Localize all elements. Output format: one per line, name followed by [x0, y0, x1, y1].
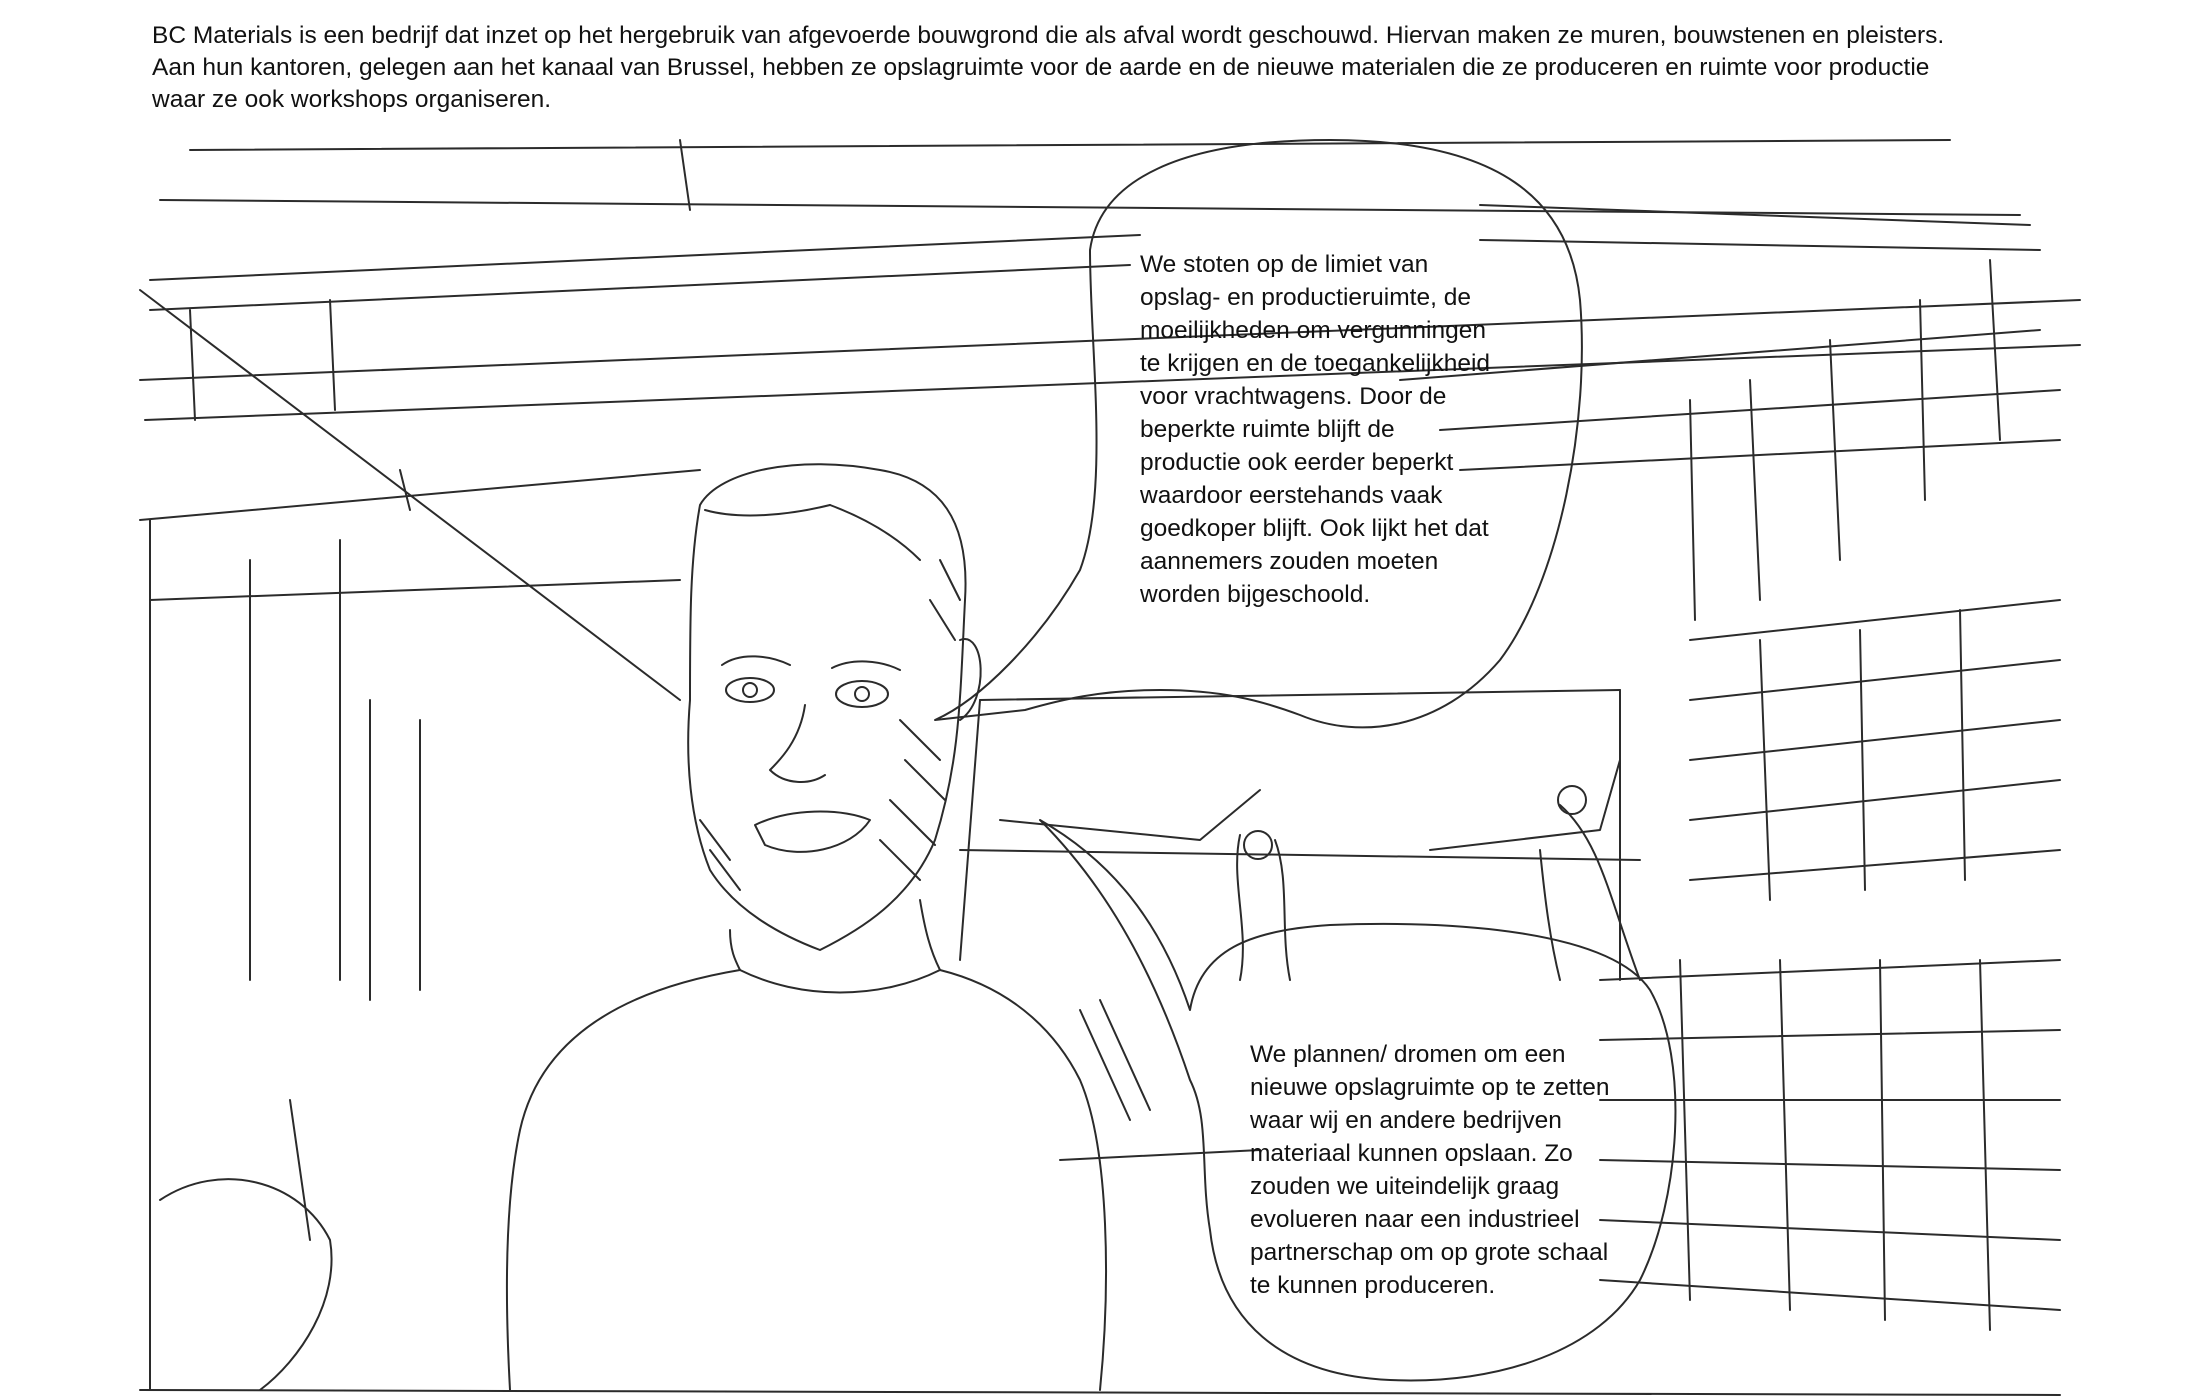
- bubble-line: We stoten op de limiet van: [1140, 251, 1429, 278]
- bubble-line: evolueren naar een industrieel: [1250, 1206, 1580, 1233]
- bubble-line: aannemers zouden moeten: [1140, 548, 1439, 575]
- bubble-line: nieuwe opslagruimte op te zetten: [1250, 1074, 1610, 1101]
- bubble-line: te krijgen en de toegankelijkheid: [1140, 350, 1491, 377]
- bubble-line: worden bijgeschoold.: [1140, 581, 1371, 608]
- speech-bubble-1-text: [1140, 248, 1490, 611]
- bubble-line: te kunnen produceren.: [1250, 1272, 1496, 1299]
- intro-line: waar ze ook workshops organiseren.: [152, 86, 552, 113]
- bubble-line: moeilijkheden om vergunningen: [1140, 317, 1486, 344]
- speech-bubble-2-text: [1250, 1038, 1610, 1302]
- intro-line: Aan hun kantoren, gelegen aan het kanaal van Brussel, hebben ze opslagruimte voor de aarde en de nieuwe materialen die ze produceren en ruimte voor productie: [152, 54, 1930, 81]
- bubble-line: partnerschap om op grote schaal: [1250, 1239, 1609, 1266]
- bubble-line: productie ook eerder beperkt: [1140, 449, 1454, 476]
- intro-line: BC Materials is een bedrijf dat inzet op het hergebruik van afgevoerde bouwgrond die als afval wordt geschouwd. Hiervan maken ze muren, bouwstenen en pleisters.: [152, 22, 1945, 49]
- bubble-line: waar wij en andere bedrijven: [1250, 1107, 1562, 1134]
- bubble-line: We plannen/ dromen om een: [1250, 1041, 1566, 1068]
- bubble-line: opslag- en productieruimte, de: [1140, 284, 1471, 311]
- bubble-line: beperkte ruimte blijft de: [1140, 416, 1395, 443]
- bubble-line: voor vrachtwagens. Door de: [1140, 383, 1447, 410]
- bubble-line: materiaal kunnen opslaan. Zo: [1250, 1140, 1573, 1167]
- bubble-line: zouden we uiteindelijk graag: [1250, 1173, 1560, 1200]
- bubble-line: waardoor eerstehands vaak: [1140, 482, 1443, 509]
- bubble-line: goedkoper blijft. Ook lijkt het dat: [1140, 515, 1489, 542]
